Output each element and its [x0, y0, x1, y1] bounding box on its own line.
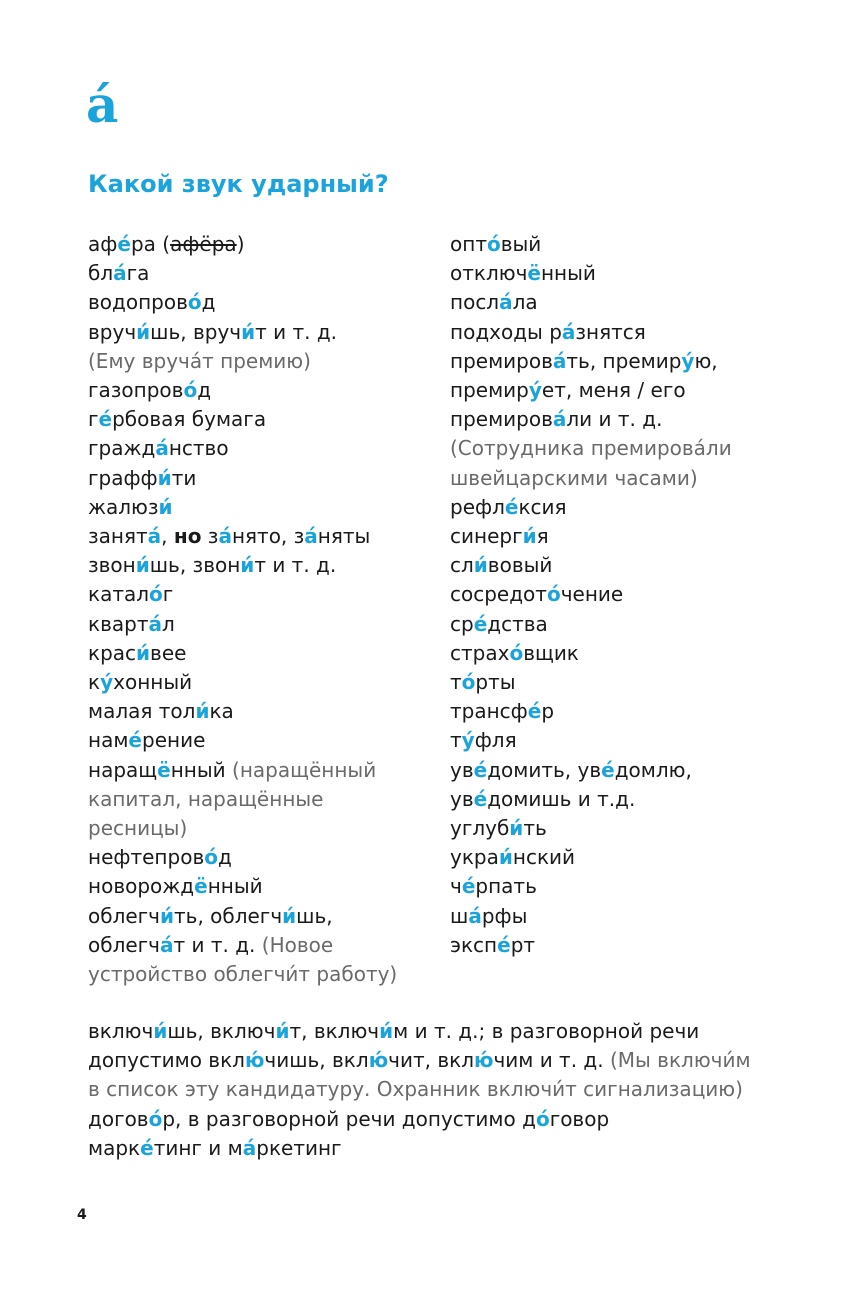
entry-text: опт [450, 232, 487, 256]
stressed-vowel: á [147, 524, 162, 549]
entry-text: г [162, 582, 174, 607]
example-note: (Сотрудника премирова́ли [450, 436, 732, 461]
entry-text: к [88, 670, 101, 695]
entry-text: з [201, 524, 219, 549]
entry-text: подходы р [450, 319, 562, 344]
entry-text: ю, [694, 348, 718, 373]
stressed-vowel: á [468, 903, 482, 928]
entry-text: вщик [523, 640, 579, 665]
word-entry [88, 610, 433, 639]
stressed-vowel: á [499, 290, 513, 315]
entry-text: рпать [475, 874, 537, 899]
word-entry [88, 434, 433, 463]
entry-text: ) [236, 232, 245, 256]
stressed-vowel: é [497, 932, 511, 957]
entry-text: аф [88, 232, 118, 256]
stressed-vowel: á [304, 524, 318, 549]
word-list-right [450, 230, 780, 960]
entry-text: катал [88, 582, 150, 607]
entry-text: домишь и т.д. [487, 786, 636, 811]
example-note: (Новое [261, 932, 334, 957]
entry-text: вее [150, 640, 187, 665]
stressed-vowel: é [140, 1135, 154, 1160]
entry-text: газопров [88, 378, 184, 403]
entry-text: шь, включ [167, 1019, 276, 1043]
word-entry [88, 464, 433, 493]
entry-text: включ [88, 1019, 154, 1043]
entry-text: рение [142, 728, 206, 753]
entry-text: кварт [88, 611, 149, 636]
entry-text: рефл [450, 494, 505, 519]
entry-text: чит, вкл [388, 1048, 474, 1073]
entry-text: допустимо вкл [88, 1048, 245, 1073]
entry-text: марк [88, 1135, 141, 1160]
entry-text: вруч [88, 319, 137, 344]
word-entry [450, 639, 780, 668]
stressed-vowel: ó [486, 232, 501, 256]
entry-text: облегч [88, 903, 160, 928]
word-entry [450, 522, 780, 551]
word-entry [88, 872, 433, 901]
entry-text: крас [88, 640, 137, 665]
entry-text: нято, з [231, 524, 305, 549]
stressed-vowel: ю́ [368, 1048, 389, 1073]
entry-text: бл [88, 261, 114, 286]
word-entry [88, 288, 433, 317]
stressed-vowel: á [242, 1135, 257, 1160]
word-entry [450, 610, 780, 639]
stressed-vowel: и́ [275, 1019, 290, 1043]
stressed-vowel: ó [535, 1106, 550, 1131]
entry-text: водопров [88, 290, 188, 315]
word-entry [450, 434, 780, 463]
entry-text: укра [450, 845, 499, 870]
stressed-vowel: á [561, 319, 576, 344]
word-entry [450, 551, 780, 580]
entry-text: фля [474, 728, 517, 753]
entry-text: рфы [481, 903, 528, 928]
word-entry [88, 493, 433, 522]
entry-text: д [217, 845, 232, 870]
stressed-vowel: и́ [282, 903, 297, 928]
entry-text: т и т. д. [255, 319, 338, 344]
entry-text: вый [500, 232, 542, 256]
example-note: устройство облегчи́т работу) [88, 962, 398, 987]
entry-text: звон [88, 553, 136, 578]
stressed-vowel: ý [461, 728, 475, 753]
entry-text: облегч [88, 932, 160, 957]
word-entry [450, 230, 780, 259]
notes-block [88, 1017, 768, 1163]
word-entry [88, 1017, 768, 1046]
entry-text: ти [171, 465, 197, 490]
entry-text: малая тол [88, 699, 196, 724]
entry-text: догов [88, 1106, 149, 1131]
word-entry [450, 931, 780, 960]
entry-text: ркетинг [256, 1135, 342, 1160]
entry-text: нский [512, 845, 576, 870]
entry-text: знятся [575, 319, 646, 344]
word-entry [88, 756, 433, 785]
word-entry [450, 726, 780, 755]
entry-text: премиров [450, 407, 553, 432]
entry-text: домить, ув [487, 757, 602, 782]
stressed-vowel: á [159, 932, 174, 957]
stressed-vowel: и́ [241, 319, 256, 344]
entry-text: ли и т. д. [566, 407, 663, 432]
entry-text: синерг [450, 524, 523, 549]
accent-letter-logo: á [86, 75, 119, 134]
entry-text: т, включ [289, 1019, 380, 1043]
word-entry [88, 960, 433, 989]
word-entry [450, 405, 780, 434]
word-entry [450, 288, 780, 317]
stressed-vowel: и́ [195, 699, 210, 724]
entry-text: углуб [450, 816, 510, 841]
stressed-vowel: á [113, 261, 127, 286]
example-note: ресницы) [88, 816, 188, 841]
word-entry [88, 902, 433, 931]
word-entry [88, 814, 433, 843]
word-entry [88, 347, 433, 376]
emphasis-text: но [173, 524, 202, 549]
stressed-vowel: ó [461, 670, 476, 695]
entry-text: ть [523, 816, 547, 841]
example-note: (Ему вруча́т премию) [88, 348, 311, 373]
stressed-vowel: и́ [153, 1019, 168, 1043]
stressed-vowel: á [552, 407, 567, 432]
stressed-vowel: и́ [157, 465, 172, 490]
example-note: (Мы включи́м [609, 1048, 751, 1073]
word-entry [450, 814, 780, 843]
entry-text: рт [510, 932, 536, 957]
stressed-vowel: é [527, 699, 542, 724]
stressed-vowel: é [601, 757, 615, 782]
stressed-vowel: ý [100, 670, 114, 695]
word-entry [450, 872, 780, 901]
entry-text: дства [487, 611, 548, 636]
word-list-left [88, 230, 433, 989]
entry-text: ч [450, 874, 462, 899]
entry-text: ть, облегч [174, 903, 283, 928]
stressed-vowel: á [552, 348, 567, 373]
entry-text: домлю, [614, 757, 692, 782]
entry-text: премиров [450, 348, 553, 373]
entry-text: чим и т. д. [493, 1048, 610, 1073]
entry-text: рты [475, 670, 516, 695]
word-entry [450, 259, 780, 288]
stressed-vowel: ó [204, 845, 218, 870]
stressed-vowel: é [98, 407, 113, 432]
word-entry [88, 551, 433, 580]
stressed-vowel: á [155, 436, 169, 461]
word-entry [88, 1075, 768, 1104]
entry-text: л [161, 611, 175, 636]
word-entry [88, 785, 433, 814]
entry-text: посл [450, 290, 500, 315]
stressed-vowel: и́ [136, 319, 151, 344]
word-entry [88, 639, 433, 668]
word-entry [450, 756, 780, 785]
entry-text: р, в разговорной речи допустимо д [162, 1106, 536, 1131]
word-entry [450, 318, 780, 347]
stressed-vowel: ю́ [473, 1048, 494, 1073]
stressed-vowel: и́ [136, 640, 151, 665]
word-entry [88, 318, 433, 347]
stressed-vowel: ó [546, 582, 561, 607]
word-entry [88, 522, 433, 551]
entry-text: д [197, 378, 212, 403]
word-entry [88, 1134, 768, 1163]
entry-text: т и т. д. [254, 553, 337, 578]
entry-text: страх [450, 640, 510, 665]
entry-text: ет, меня / его [541, 378, 686, 403]
stressed-vowel: ó [148, 1106, 163, 1131]
entry-text: ср [450, 611, 474, 636]
stressed-vowel: ё [157, 757, 171, 782]
entry-text: ш [450, 903, 469, 928]
entry-text: эксп [450, 932, 498, 957]
entry-text: ть, премир [566, 348, 682, 373]
entry-text: нам [88, 728, 129, 753]
stressed-vowel: é [473, 611, 488, 636]
word-entry [450, 668, 780, 697]
word-entry [450, 347, 780, 376]
entry-text: графф [88, 465, 158, 490]
entry-text: гражд [88, 436, 156, 461]
entry-text: нный [540, 261, 596, 286]
stressed-vowel: é [473, 786, 488, 811]
entry-text: нный [170, 757, 233, 782]
stressed-vowel: и́ [509, 816, 524, 841]
example-note: в список эту кандидатуру. Охранник включи́т сигнализацию) [88, 1077, 743, 1102]
stressed-vowel: и́ [379, 1019, 394, 1043]
stressed-vowel: á [148, 611, 162, 636]
word-entry [88, 1105, 768, 1134]
stressed-vowel: é [117, 232, 131, 256]
word-entry [88, 931, 433, 960]
entry-text: няты [317, 524, 371, 549]
entry-text: новорожд [88, 874, 195, 899]
word-entry [450, 843, 780, 872]
word-entry [88, 697, 433, 726]
entry-text: занят [88, 524, 148, 549]
entry-text: тинг и м [153, 1135, 243, 1160]
word-entry [88, 843, 433, 872]
word-entry [450, 697, 780, 726]
entry-text: нство [168, 436, 229, 461]
word-entry [88, 259, 433, 288]
stressed-vowel: ý [528, 378, 542, 403]
entry-text: ув [450, 786, 474, 811]
stressed-vowel: ё [527, 261, 541, 286]
stressed-vowel: é [504, 494, 519, 519]
entry-text: чение [560, 582, 624, 607]
entry-text: , [161, 524, 174, 549]
example-note: швейцарскими часами) [450, 465, 698, 490]
entry-text: ла [512, 290, 538, 315]
stressed-vowel: ó [183, 378, 198, 403]
entry-text: га [126, 261, 150, 286]
stressed-vowel: и́ [159, 903, 174, 928]
stressed-vowel: и́ [522, 524, 537, 549]
word-entry [88, 405, 433, 434]
entry-text: ув [450, 757, 474, 782]
page-number: 4 [77, 1207, 87, 1223]
stressed-vowel: é [473, 757, 488, 782]
stressed-vowel: á [218, 524, 232, 549]
entry-text: ксия [518, 494, 567, 519]
entry-text: отключ [450, 261, 528, 286]
entry-text: трансф [450, 699, 528, 724]
entry-text: рбовая бумага [112, 407, 267, 432]
stressed-vowel: ó [509, 640, 524, 665]
entry-text: т [450, 728, 462, 753]
entry-text: сл [450, 553, 474, 578]
stressed-vowel: ё [194, 874, 208, 899]
entry-text: жалюз [88, 494, 159, 519]
word-entry [450, 902, 780, 931]
entry-text: д [201, 290, 216, 315]
stressed-vowel: и́ [473, 553, 488, 578]
entry-text: шь, звон [149, 553, 241, 578]
word-entry [450, 493, 780, 522]
word-entry [88, 230, 433, 259]
entry-text: нный [207, 874, 263, 899]
stressed-vowel: и́ [240, 553, 255, 578]
entry-text: говор [549, 1106, 610, 1131]
entry-text: шь, [296, 903, 333, 928]
stressed-vowel: и́ [158, 494, 173, 519]
word-entry [450, 376, 780, 405]
word-entry [88, 726, 433, 755]
incorrect-form: афёра [170, 232, 237, 256]
entry-text: ка [209, 699, 234, 724]
word-entry [88, 580, 433, 609]
word-entry [88, 668, 433, 697]
entry-text: вовый [487, 553, 553, 578]
page-heading: Какой звук ударный? [88, 170, 389, 198]
entry-text: наращ [88, 757, 158, 782]
entry-text: сосредот [450, 582, 547, 607]
entry-text: р [541, 699, 555, 724]
entry-text: шь, вруч [150, 319, 242, 344]
entry-text: т и т. д. [173, 932, 262, 957]
entry-text: т [450, 670, 462, 695]
stressed-vowel: и́ [135, 553, 150, 578]
entry-text: я [536, 524, 549, 549]
entry-text: ра ( [130, 232, 171, 256]
stressed-vowel: ю́ [244, 1048, 265, 1073]
stressed-vowel: ý [681, 348, 695, 373]
word-entry [450, 464, 780, 493]
word-entry [450, 785, 780, 814]
word-entry [450, 580, 780, 609]
example-note: (наращённый [232, 757, 377, 782]
stressed-vowel: é [128, 728, 142, 753]
example-note: капитал, наращённые [88, 786, 324, 811]
entry-text: г [88, 407, 99, 432]
stressed-vowel: ó [187, 290, 202, 315]
entry-text: нефтепров [88, 845, 205, 870]
stressed-vowel: é [461, 874, 476, 899]
word-entry [88, 376, 433, 405]
entry-text: премир [450, 378, 529, 403]
entry-text: хонный [113, 670, 193, 695]
entry-text: м и т. д.; в разговорной речи [393, 1019, 700, 1043]
stressed-vowel: ó [149, 582, 163, 607]
word-entry [88, 1046, 768, 1075]
stressed-vowel: и́ [498, 845, 513, 870]
entry-text: чишь, вкл [264, 1048, 369, 1073]
